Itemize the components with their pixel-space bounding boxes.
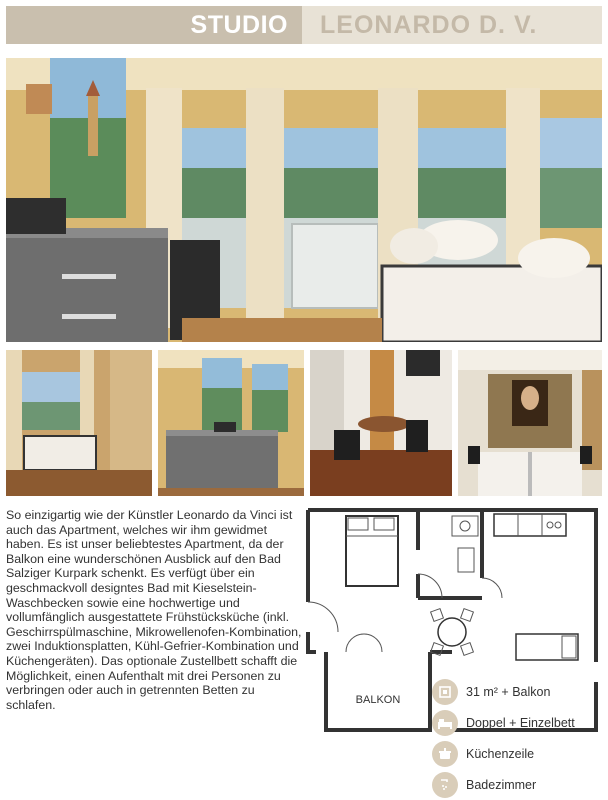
feature-bathroom-label: Badezimmer: [466, 777, 537, 792]
studio-label: STUDIO: [190, 10, 288, 39]
page-header: [6, 6, 602, 44]
photo-bedroom: [458, 350, 602, 496]
balcony-label: BALKON: [355, 694, 401, 706]
feature-beds: [432, 707, 604, 738]
apartment-description: So einzigartig wie der Künstler Leonardo da Vinci ist auch das Apartment, welches wir ihm gewidmet haben. Es ist unser beliebtestes Apartment, da der Balkon eine wunderschönen Ausblick auf den Bad Salziger Kurpark schenkt. Es verfügt über ein geschmackvoll designtes Bad mit Kieselstein-Waschbecken sowie eine hochwertige und vollumfänglich ausgestattete Frühstücksküche (inkl. Geschirrspülmaschine, Mikrowellenofen-Kombination, zwei Induktionsplatten, Kühl-Gefrier-Kombination und Küchengeräten). Das optionale Zustellbett schafft die Möglichkeit, einen Aufenthalt mit drei Personen zu verbringen oder auch in getrennten Betten zu schlafen.: [6, 508, 302, 712]
bathroom-icon: [432, 772, 458, 798]
feature-list: [432, 676, 604, 800]
area-icon: [432, 679, 458, 705]
feature-area-label: 31 m² + Balkon: [466, 684, 551, 699]
feature-kitchen-label: Küchenzeile: [466, 746, 535, 761]
feature-kitchen: [432, 738, 604, 769]
photo-dining-area: [310, 350, 452, 496]
studio-label-box: [6, 6, 302, 44]
feature-area: [432, 676, 604, 707]
bed-icon: [432, 710, 458, 736]
feature-beds-label: Doppel + Einzelbett: [466, 715, 575, 730]
photo-kitchen: [158, 350, 304, 496]
kitchen-icon: [432, 741, 458, 767]
main-photo-living-room: [6, 58, 602, 342]
feature-bathroom: [432, 769, 604, 800]
photo-room-overview: [6, 350, 152, 496]
apartment-name: LEONARDO D. V.: [320, 11, 538, 39]
